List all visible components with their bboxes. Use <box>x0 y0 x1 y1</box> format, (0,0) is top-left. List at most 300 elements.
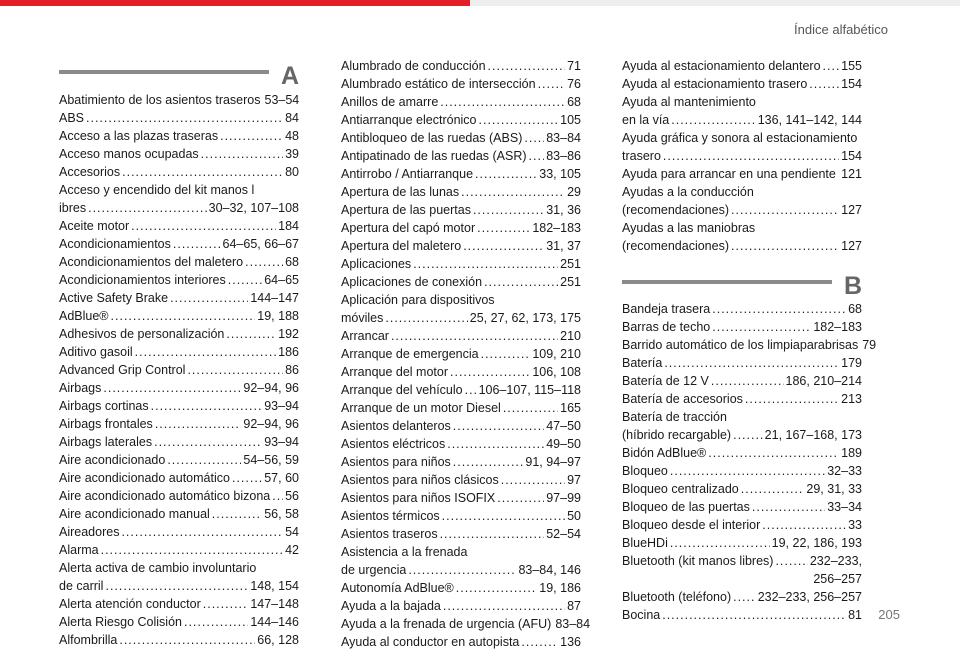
entry-pages: 66, 128 <box>257 633 299 647</box>
entry-pages: 186 <box>278 345 299 359</box>
index-entry <box>341 525 581 543</box>
dot-leader <box>712 300 846 318</box>
entry-term: Asientos traseros <box>341 527 438 541</box>
index-entry-line <box>622 588 862 606</box>
entry-term: Arrancar <box>341 329 389 343</box>
entry-term: Ayudas a la conducción <box>622 185 754 199</box>
entry-pages: 182–183 <box>813 320 862 334</box>
index-entry-line <box>622 237 862 255</box>
index-entry-line <box>622 147 862 165</box>
dot-leader <box>173 235 221 253</box>
entry-pages: 106–107, 115–118 <box>478 383 581 397</box>
entry-pages: 33 <box>848 518 862 532</box>
index-entry <box>59 415 299 433</box>
dot-leader <box>752 498 825 516</box>
entry-term: Ayuda al estacionamiento trasero <box>622 77 808 91</box>
dot-leader <box>733 426 763 444</box>
entry-pages: 25, 27, 62, 173, 175 <box>469 311 581 325</box>
entry-term: Asientos térmicos <box>341 509 440 523</box>
index-entry-line <box>341 525 581 543</box>
entry-pages: 105 <box>560 113 581 127</box>
entry-term: Bidón AdBlue® <box>622 446 707 460</box>
entry-pages: 68 <box>285 255 299 269</box>
index-entry-line <box>622 462 862 480</box>
index-entry-line <box>341 291 581 309</box>
dot-leader <box>529 147 545 165</box>
entry-term: Batería de 12 V <box>622 374 709 388</box>
index-entry-line <box>341 471 581 489</box>
dot-leader <box>391 327 558 345</box>
dot-leader <box>521 633 558 651</box>
entry-term: Antipatinado de las ruedas (ASR) <box>341 149 527 163</box>
index-entry <box>59 253 299 271</box>
entry-pages: 186, 210–214 <box>785 374 862 388</box>
index-entry-line <box>59 199 299 217</box>
entry-term: Aire acondicionado automático <box>59 471 230 485</box>
index-entry-line <box>622 426 862 444</box>
index-entry-line <box>59 361 299 379</box>
index-entry-line <box>622 408 862 426</box>
index-entry-line <box>59 343 299 361</box>
entry-term: Acondicionamientos interiores <box>59 273 226 287</box>
dot-leader <box>708 444 839 462</box>
entry-pages: 54 <box>285 525 299 539</box>
index-entry <box>622 336 877 354</box>
index-entry-line <box>59 469 299 487</box>
index-entry <box>59 163 299 181</box>
dot-leader <box>201 145 283 163</box>
index-entry-line <box>622 336 877 354</box>
entry-term: Antirrobo / Antiarranque <box>341 167 474 181</box>
entry-term: Arranque de emergencia <box>341 347 479 361</box>
entry-term: Batería de tracción <box>622 410 727 424</box>
entry-term: (recomendaciones) <box>622 239 729 253</box>
entry-pages: 144–147 <box>250 291 299 305</box>
entry-pages: 155 <box>841 59 862 73</box>
index-entry-line <box>341 615 591 633</box>
dot-leader <box>385 309 467 327</box>
index-entry-line <box>341 345 581 363</box>
index-entry-line <box>341 237 581 255</box>
entry-pages: 92–94, 96 <box>243 381 299 395</box>
entry-term: Ayuda a la frenada de urgencia (AFU) <box>341 617 552 631</box>
entry-pages: 81 <box>848 608 862 622</box>
entry-term: Acondicionamientos del maletero <box>59 255 244 269</box>
index-entry <box>622 444 862 462</box>
entry-pages: 179 <box>841 356 862 370</box>
dot-leader <box>484 273 558 291</box>
running-header: Índice alfabético <box>794 22 888 37</box>
index-entry <box>622 129 862 165</box>
index-entry-line <box>341 507 581 525</box>
entry-pages: 251 <box>560 275 581 289</box>
entry-pages: 29, 31, 33 <box>806 482 862 496</box>
entry-pages: 97–99 <box>546 491 581 505</box>
top-bar-red-segment <box>0 0 470 6</box>
index-entry <box>341 93 581 111</box>
entry-term: Antibloqueo de las ruedas (ABS) <box>341 131 523 145</box>
entry-term: Aplicación para dispositivos <box>341 293 495 307</box>
entry-pages: 42 <box>285 543 299 557</box>
index-entry-line <box>59 595 299 613</box>
entry-pages: 19, 22, 186, 193 <box>771 536 862 550</box>
entry-pages: 93–94 <box>264 435 299 449</box>
dot-leader <box>105 577 248 595</box>
dot-leader <box>524 129 544 147</box>
index-entry-line <box>59 181 299 199</box>
entry-pages: 33, 105 <box>539 167 581 181</box>
entry-pages: 64–65 <box>264 273 299 287</box>
entry-term: Alarma <box>59 543 99 557</box>
dot-leader <box>111 307 256 325</box>
index-entry-line <box>341 597 581 615</box>
index-entry <box>59 325 299 343</box>
index-entry-line <box>59 307 299 325</box>
entry-pages: 83–84, 146 <box>518 563 581 577</box>
dot-leader <box>121 523 283 541</box>
index-entry <box>59 451 299 469</box>
index-entry-line <box>622 390 862 408</box>
index-entry <box>622 57 862 75</box>
entry-term: de carril <box>59 579 104 593</box>
index-entry-line <box>622 372 862 390</box>
index-entry-line <box>622 93 862 111</box>
dot-leader <box>838 165 839 183</box>
entry-term: Apertura de las puertas <box>341 203 471 217</box>
dot-leader <box>245 253 283 271</box>
index-entry <box>622 498 862 516</box>
index-entry-line <box>622 444 862 462</box>
index-entry-line <box>59 631 299 649</box>
entry-pages: 92–94, 96 <box>243 417 299 431</box>
dot-leader <box>212 505 262 523</box>
entry-pages: 251 <box>560 257 581 271</box>
index-entry-line <box>341 543 581 561</box>
index-entry <box>59 127 299 145</box>
entry-pages: 184 <box>278 219 299 233</box>
index-entry <box>341 453 581 471</box>
index-entry <box>341 201 581 219</box>
entry-term: BlueHDi <box>622 536 668 550</box>
entry-term: Airbags cortinas <box>59 399 149 413</box>
index-entry <box>622 480 862 498</box>
entry-term: Aire acondicionado <box>59 453 166 467</box>
dot-leader <box>450 363 530 381</box>
entry-pages: 83–84 <box>555 617 591 631</box>
index-entry <box>341 381 581 399</box>
dot-leader <box>88 199 207 217</box>
entry-pages: 53–54 <box>264 93 300 107</box>
index-entry-line <box>622 606 862 624</box>
entry-pages: 86 <box>285 363 299 377</box>
index-entry <box>341 345 581 363</box>
entry-pages: 80 <box>285 165 299 179</box>
entry-term: Aire acondicionado automático bizona <box>59 489 271 503</box>
index-entry <box>341 183 581 201</box>
index-entry <box>341 165 581 183</box>
index-entry <box>622 552 862 588</box>
dot-leader <box>501 471 565 489</box>
entry-term: Acceso a las plazas traseras <box>59 129 219 143</box>
entry-term: Alerta atención conductor <box>59 597 201 611</box>
index-entry <box>341 579 581 597</box>
entry-term: de urgencia <box>341 563 407 577</box>
dot-leader <box>151 397 263 415</box>
index-entry-line <box>622 354 862 372</box>
dot-leader <box>226 325 276 343</box>
index-entry <box>341 417 581 435</box>
entry-term: Alerta Riesgo Colisión <box>59 615 182 629</box>
entry-term: Ayuda al estacionamiento delantero <box>622 59 821 73</box>
dot-leader <box>823 57 840 75</box>
index-entry <box>59 181 299 217</box>
index-entry <box>341 57 581 75</box>
dot-leader <box>442 507 565 525</box>
entry-pages: 31, 37 <box>546 239 581 253</box>
index-entry-line <box>59 289 299 307</box>
index-entry-line <box>59 379 299 397</box>
index-entry-line <box>59 577 299 595</box>
entry-term: Arranque de un motor Diesel <box>341 401 501 415</box>
dot-leader <box>463 237 544 255</box>
index-entry <box>59 505 299 523</box>
index-entry-line <box>622 570 862 588</box>
dot-leader <box>477 219 530 237</box>
index-entry-line <box>341 255 581 273</box>
entry-term: Airbags frontales <box>59 417 153 431</box>
index-entry-line <box>341 435 581 453</box>
entry-term: Bandeja trasera <box>622 302 711 316</box>
entry-pages: 49–50 <box>546 437 581 451</box>
entry-term: Ayudas a las maniobras <box>622 221 756 235</box>
entry-pages: 19, 188 <box>257 309 299 323</box>
entry-pages: 79 <box>862 338 877 352</box>
dot-leader <box>203 595 249 613</box>
index-entry <box>341 111 581 129</box>
index-entry-line <box>622 165 862 183</box>
index-entry <box>341 507 581 525</box>
entry-pages: 136 <box>560 635 581 649</box>
index-entry <box>622 606 862 624</box>
dot-leader <box>154 433 262 451</box>
dot-leader <box>488 57 566 75</box>
index-entry <box>59 235 299 253</box>
entry-term: Aireadores <box>59 525 120 539</box>
index-entry <box>622 219 862 255</box>
dot-leader <box>479 111 559 129</box>
entry-term: Aire acondicionado manual <box>59 507 210 521</box>
index-entry-line <box>59 487 299 505</box>
entry-term: Airbags <box>59 381 102 395</box>
index-entry <box>341 597 581 615</box>
entry-term: ABS <box>59 111 85 125</box>
index-entry-line <box>341 309 581 327</box>
dot-leader <box>481 345 531 363</box>
dot-leader <box>663 147 839 165</box>
index-entry-line <box>622 318 862 336</box>
entry-term: Aditivo gasoil <box>59 345 133 359</box>
index-entry <box>622 462 862 480</box>
entry-term: Apertura del capó motor <box>341 221 476 235</box>
entry-term: Bluetooth (teléfono) <box>622 590 732 604</box>
dot-leader <box>664 354 839 372</box>
index-entry <box>341 327 581 345</box>
entry-pages: 56, 58 <box>264 507 299 521</box>
index-entry <box>622 372 862 390</box>
index-entry <box>59 91 299 109</box>
entry-term: Ayuda gráfica y sonora al estacionamiento <box>622 131 858 145</box>
entry-pages: 136, 141–142, 144 <box>757 113 862 127</box>
section-letter: B <box>843 272 862 300</box>
index-entry <box>341 255 581 273</box>
index-entry-line <box>622 57 862 75</box>
index-entry <box>59 307 299 325</box>
dot-leader <box>731 201 839 219</box>
index-entry <box>341 489 581 507</box>
entry-term: Bloqueo <box>622 464 668 478</box>
entry-pages: 68 <box>567 95 581 109</box>
entry-pages: 32–33 <box>827 464 862 478</box>
entry-term: Asientos para niños <box>341 455 451 469</box>
entry-pages: 68 <box>848 302 862 316</box>
entry-pages: 93–94 <box>264 399 299 413</box>
dot-leader <box>131 217 276 235</box>
index-entry-line <box>622 75 862 93</box>
entry-term: Ayuda para arrancar en una pendiente <box>622 167 836 181</box>
index-entry <box>59 613 299 631</box>
index-entry <box>59 523 299 541</box>
index-entry <box>622 183 862 219</box>
index-entry <box>622 516 862 534</box>
entry-pages: 19, 186 <box>539 581 581 595</box>
index-entry <box>59 379 299 397</box>
index-entry-line <box>341 561 581 579</box>
section-letter: A <box>280 62 299 90</box>
dot-leader <box>456 579 538 597</box>
entry-term: Arranque del motor <box>341 365 449 379</box>
entry-term: Airbags laterales <box>59 435 153 449</box>
entry-term: (recomendaciones) <box>622 203 729 217</box>
entry-pages: 64–65, 66–67 <box>222 237 299 251</box>
index-entry-line <box>59 217 299 235</box>
entry-term: Abatimiento de los asientos traseros <box>59 93 261 107</box>
index-entry <box>622 300 862 318</box>
entry-pages: 127 <box>841 239 862 253</box>
dot-leader <box>741 480 805 498</box>
entry-term: Aplicaciones <box>341 257 412 271</box>
entry-pages: 29 <box>567 185 581 199</box>
entry-term: Bloqueo de las puertas <box>622 500 750 514</box>
entry-pages: 232–233, <box>809 554 862 568</box>
dot-leader <box>745 390 839 408</box>
dot-leader <box>228 271 262 289</box>
entry-term: Bluetooth (kit manos libres) <box>622 554 774 568</box>
index-entry-line <box>59 271 299 289</box>
index-entry-line <box>59 109 299 127</box>
dot-leader <box>440 525 545 543</box>
index-entry <box>59 109 299 127</box>
entry-term: Antiarranque electrónico <box>341 113 477 127</box>
index-entry <box>341 615 591 633</box>
index-entry <box>59 397 299 415</box>
entry-term: Asientos para niños clásicos <box>341 473 499 487</box>
dot-leader <box>413 255 558 273</box>
entry-pages: 33–34 <box>827 500 862 514</box>
dot-leader <box>101 541 284 559</box>
entry-pages: 232–233, 256–257 <box>757 590 862 604</box>
index-entry-line <box>341 363 581 381</box>
index-entries <box>622 300 877 624</box>
dot-leader <box>86 109 283 127</box>
entry-term: Bloqueo desde el interior <box>622 518 761 532</box>
index-entry-line <box>59 253 299 271</box>
top-color-bar <box>0 0 960 6</box>
index-entry-line <box>622 129 862 147</box>
entry-term: Ayuda al conductor en autopista <box>341 635 520 649</box>
dot-leader <box>465 381 477 399</box>
entry-pages: 213 <box>841 392 862 406</box>
entry-term: en la vía <box>622 113 670 127</box>
index-entry <box>341 129 581 147</box>
index-entry-line <box>59 235 299 253</box>
index-entry <box>59 595 299 613</box>
entry-term: Asistencia a la frenada <box>341 545 468 559</box>
entry-term: Ayuda al mantenimiento <box>622 95 756 109</box>
index-entry <box>59 559 299 595</box>
index-entry <box>341 219 581 237</box>
index-entry-line <box>341 327 581 345</box>
entry-term: Adhesivos de personalización <box>59 327 225 341</box>
index-entry-line <box>622 183 862 201</box>
entry-term: Alfombrilla <box>59 633 118 647</box>
index-entry-line <box>341 399 581 417</box>
dot-leader <box>711 372 784 390</box>
entry-pages: 189 <box>841 446 862 460</box>
index-entry-line <box>341 165 581 183</box>
entry-term: Active Safety Brake <box>59 291 169 305</box>
entry-pages: 121 <box>841 167 862 181</box>
index-entry <box>59 343 299 361</box>
dot-leader <box>670 534 770 552</box>
entry-pages: 83–86 <box>546 149 581 163</box>
index-entry-line <box>59 163 299 181</box>
entry-pages: 148, 154 <box>250 579 299 593</box>
section-rule <box>59 70 269 74</box>
entry-pages: 127 <box>841 203 862 217</box>
index-entry-line <box>59 505 299 523</box>
dot-leader <box>408 561 516 579</box>
dot-leader <box>220 127 283 145</box>
index-entries <box>622 57 862 255</box>
dot-leader <box>475 165 537 183</box>
index-entry-line <box>59 613 299 631</box>
entry-pages: 56 <box>285 489 299 503</box>
index-entry <box>59 361 299 379</box>
entry-pages: 87 <box>567 599 581 613</box>
index-entry-line <box>341 93 581 111</box>
index-entry <box>341 435 581 453</box>
entry-pages: 154 <box>841 149 862 163</box>
dot-leader <box>184 613 248 631</box>
dot-leader <box>733 588 756 606</box>
entry-pages: 192 <box>278 327 299 341</box>
dot-leader <box>272 487 283 505</box>
index-entry <box>59 289 299 307</box>
index-entry <box>59 217 299 235</box>
entry-term: Aceite motor <box>59 219 130 233</box>
index-entry <box>341 291 581 327</box>
entry-pages: 83–84 <box>546 131 581 145</box>
